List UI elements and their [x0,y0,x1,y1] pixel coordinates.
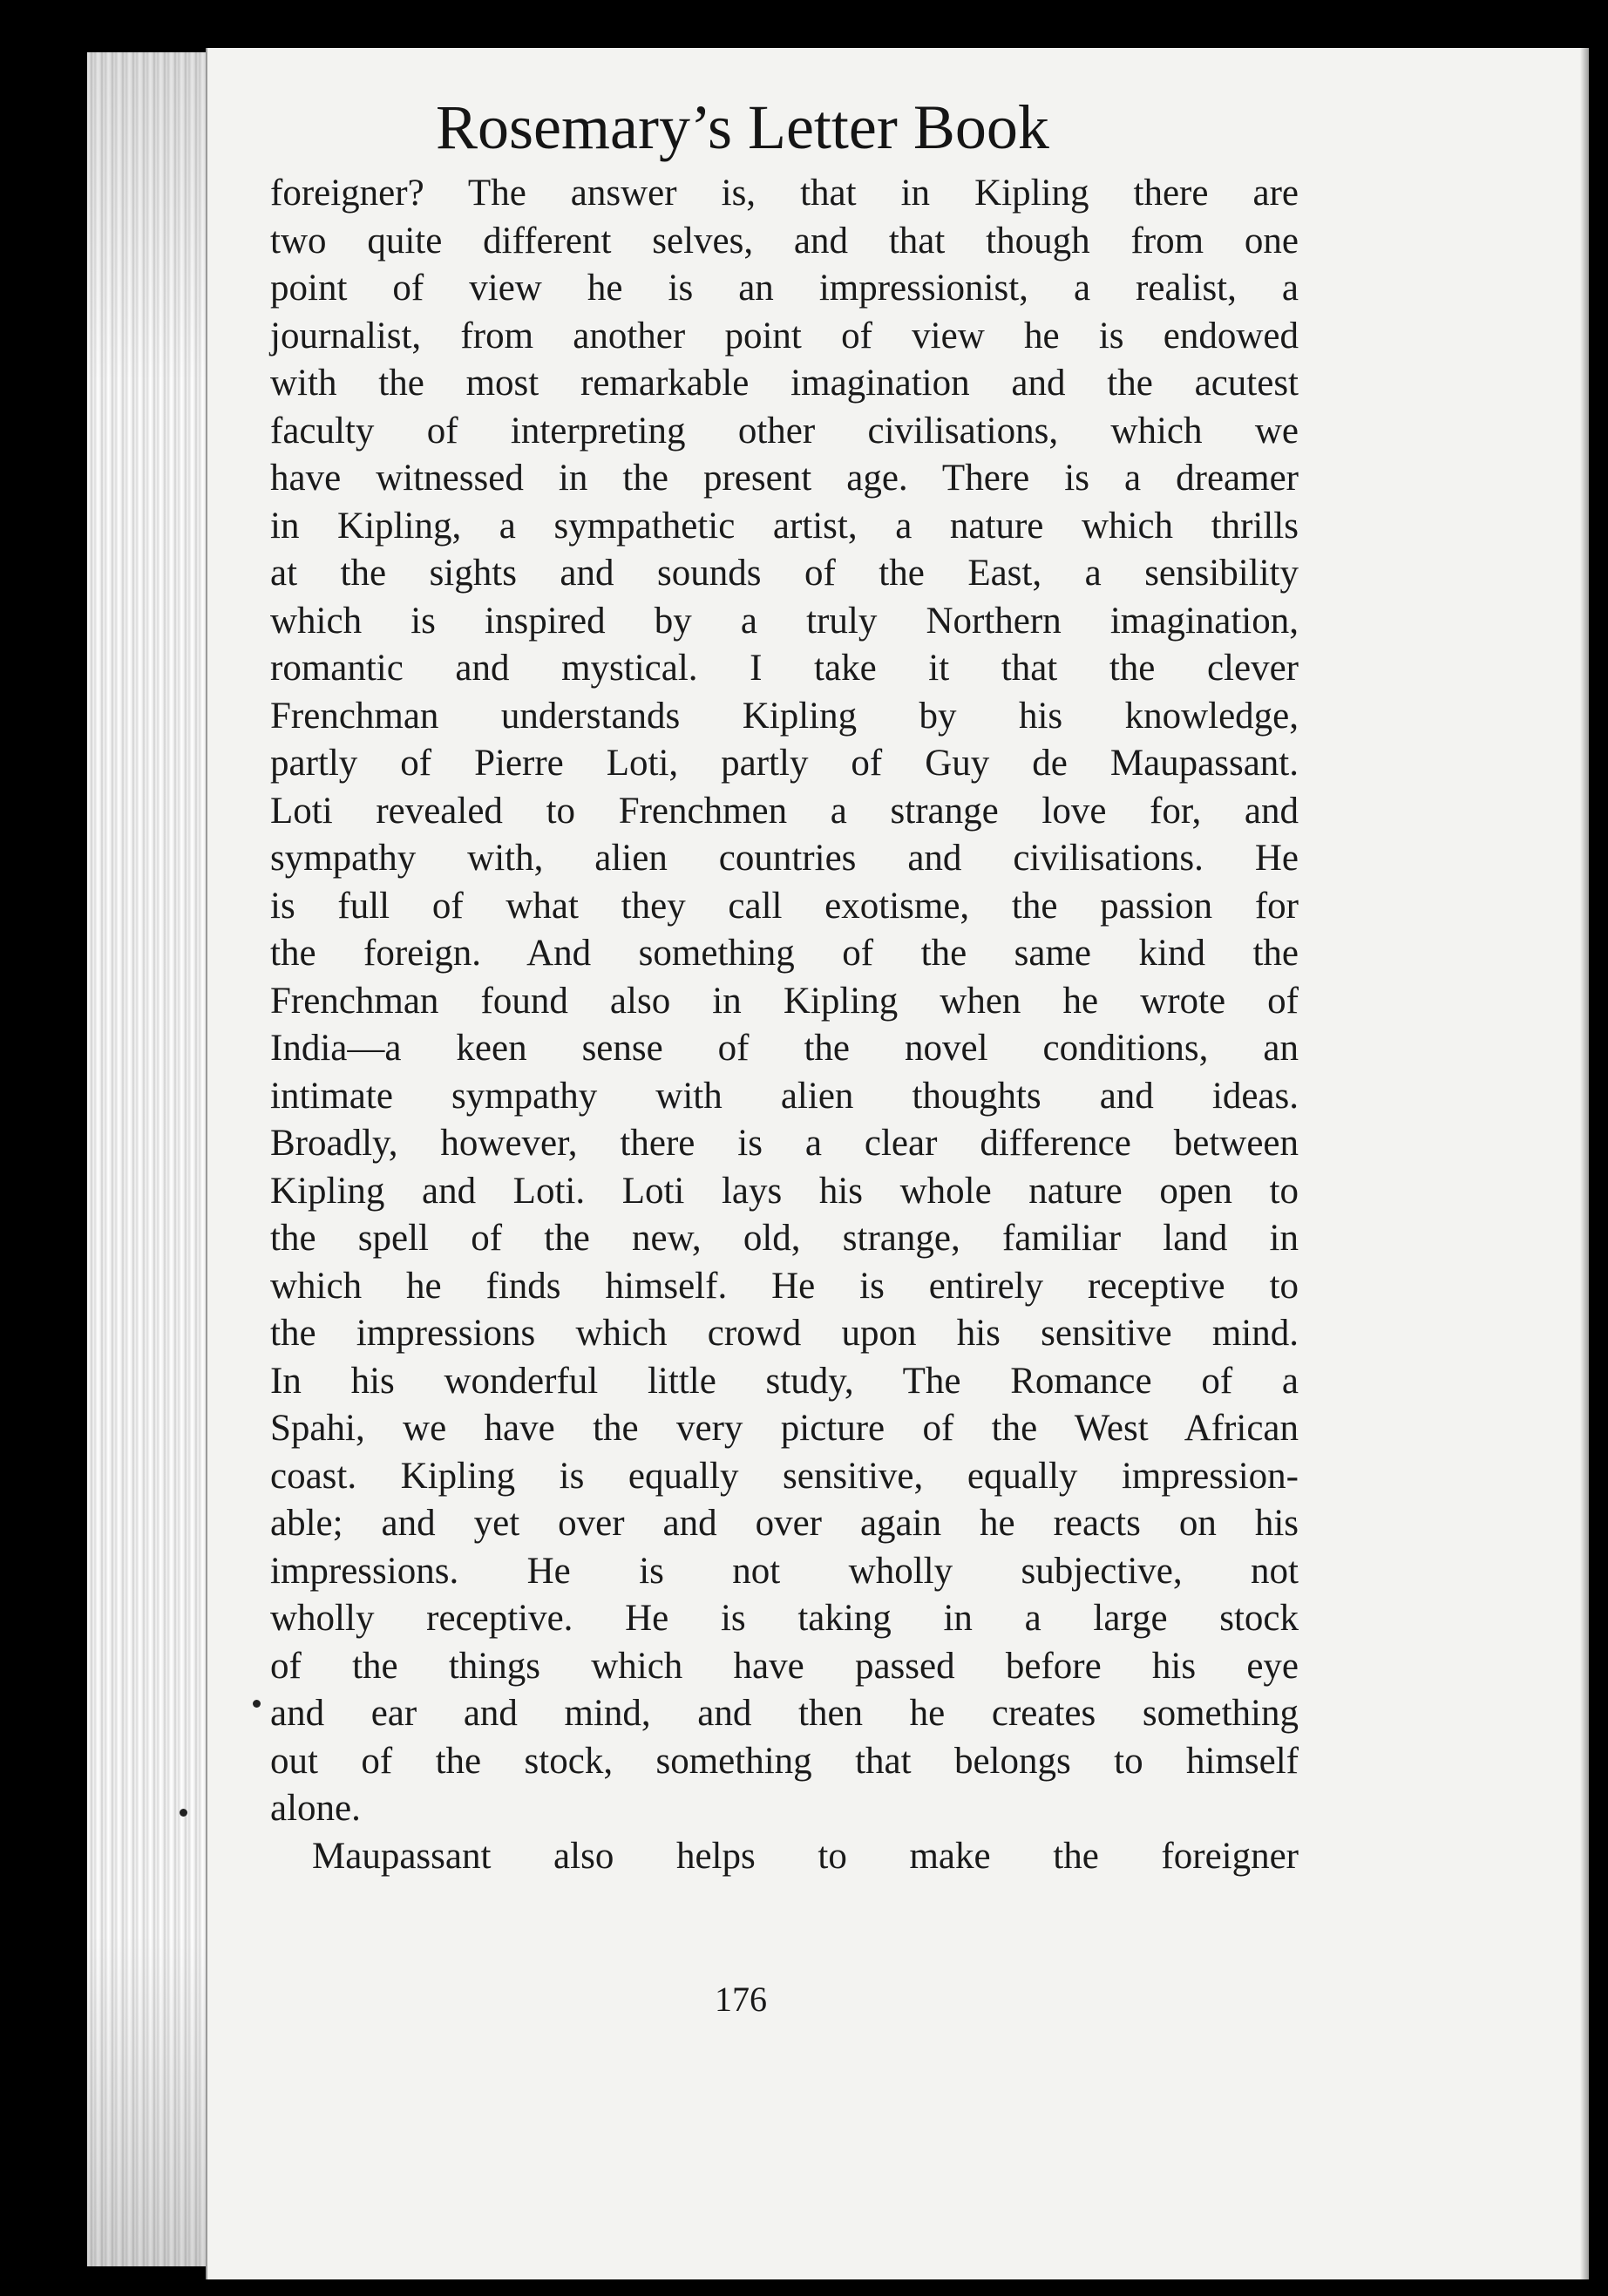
text-line: able; and yet over and over again he reacts on his [270,1503,1299,1544]
text-line: the foreign. And something of the same kind the [270,933,1299,974]
body-text [270,170,1299,1880]
text-line: sympathy with, alien countries and civilisations. He [270,838,1299,879]
text-line: faculty of interpreting other civilisations, which we [270,410,1299,452]
page-edges [87,52,209,2266]
page-edge-shadow [1580,48,1589,2279]
text-line: out of the stock, something that belongs to himself [270,1740,1299,1782]
text-line: journalist, from another point of view he is endowed [270,315,1299,357]
text-line: have witnessed in the present age. There is a dreamer [270,458,1299,499]
text-line: partly of Pierre Loti, partly of Guy de Maupassant. [270,743,1299,784]
text-line: at the sights and sounds of the East, a sensibility [270,553,1299,594]
scan-speck [180,1809,187,1817]
text-line: impressions. He is not wholly subjective, not [270,1550,1299,1592]
text-line: foreigner? The answer is, that in Kipling there are [270,173,1299,214]
text-line: Maupassant also helps to make the foreigner [312,1835,1299,1877]
text-line: coast. Kipling is equally sensitive, equally impression- [270,1455,1299,1497]
text-line: India—a keen sense of the novel conditions, an [270,1028,1299,1069]
text-line: with the most remarkable imagination and the acutest [270,363,1299,404]
text-line: which he finds himself. He is entirely receptive to [270,1265,1299,1307]
text-line: Frenchman found also in Kipling when he wrote of [270,980,1299,1022]
text-line: In his wonderful little study, The Romance of a [270,1360,1299,1402]
text-line: is full of what they call exotisme, the passion for [270,885,1299,927]
running-head: Rosemary’s Letter Book [436,92,1049,162]
text-line: intimate sympathy with alien thoughts and ideas. [270,1075,1299,1117]
text-line: alone. [270,1788,361,1829]
text-line: Loti revealed to Frenchmen a strange love for, and [270,790,1299,832]
text-line: wholly receptive. He is taking in a large stock [270,1598,1299,1639]
text-line: point of view he is an impressionist, a realist, a [270,268,1299,309]
text-line: the spell of the new, old, strange, familiar land in [270,1218,1299,1259]
page-number: 176 [715,1980,767,2019]
text-line: the impressions which crowd upon his sensitive mind. [270,1313,1299,1354]
text-line: romantic and mystical. I take it that the clever [270,648,1299,689]
text-line: of the things which have passed before his eye [270,1645,1299,1687]
text-line: two quite different selves, and that though from one [270,220,1299,262]
text-line: Frenchman understands Kipling by his knowledge, [270,695,1299,737]
text-line: and ear and mind, and then he creates something [270,1693,1299,1734]
text-line: Spahi, we have the very picture of the West African [270,1408,1299,1449]
text-line: which is inspired by a truly Northern imagination, [270,600,1299,642]
scan-speck [253,1700,261,1708]
text-line: in Kipling, a sympathetic artist, a nature which thrills [270,505,1299,547]
text-line: Broadly, however, there is a clear difference between [270,1123,1299,1164]
text-line: Kipling and Loti. Loti lays his whole nature open to [270,1170,1299,1212]
